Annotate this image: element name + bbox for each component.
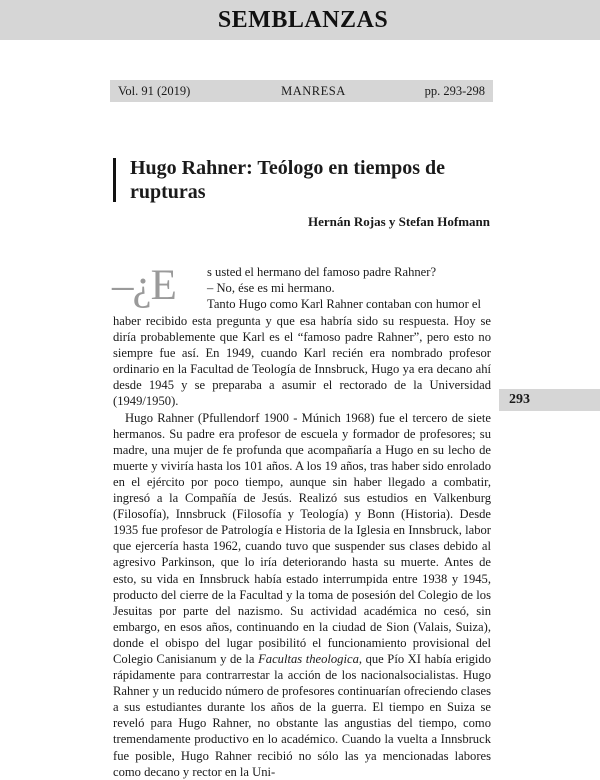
article-authors: Hernán Rojas y Stefan Hofmann (307, 214, 490, 229)
article-title: Hugo Rahner: Teólogo en tiempos de rupturas (130, 157, 446, 203)
paragraph-1: haber recibido esta pregunta y que esa habría sido su respuesta. Hoy se diría probablemente que Karl es el “famoso padre Rahner”, pero esto no siempre fue así. En 1949, cuando Karl recién era nombrado profesor ordinario en la Facultad de Teología de Innsbruck, Hugo ya era decano ahí desde 1945 y se preparaba a asumir el rectorado de la Universidad (1949/1950). (113, 314, 491, 409)
title-rule (113, 158, 116, 202)
page-number: 293 (509, 392, 530, 407)
lead-line-3: Tanto Hugo como Karl Rahner contaban con humor el (207, 297, 481, 312)
drop-cap: –¿E (112, 262, 176, 309)
journal-name: MANRESA (281, 83, 346, 98)
page-range: pp. 293-298 (424, 83, 485, 98)
section-title: SEMBLANZAS (217, 6, 389, 33)
page-number-tab (499, 389, 600, 411)
paragraph-2-part-b: , que Pío XI había erigido rápidamente para contrarrestar la acción de los nacionalsocialistas. Hugo Rahner y un reducido número de profesores continuarían ofreciendo clases a sus estudiantes durante los años de la guerra. El tiempo en Suiza se reveló para Hugo Rahner, no obstante las angustias del tiempo, como tremendamente productivo en lo académico. Cuando la vuelta a Innsbruck fue posible, Hugo Rahner recibió no sólo las ya mencionadas labores como decano y rector en la Uni- (113, 651, 491, 779)
running-header (110, 80, 493, 102)
paragraph-2-italic: Facultas theologica (258, 651, 359, 666)
lead-line-1: s usted el hermano del famoso padre Rahner? (207, 265, 437, 279)
lead-line-2: – No, ése es mi hermano. (207, 281, 335, 296)
lead-lines (207, 264, 490, 312)
paragraph-2-part-a: Hugo Rahner (Pfullendorf 1900 - Múnich 1968) fue el tercero de siete hermanos. Su padre era profesor de escuela y formador de profesores; su madre, una mujer de fe profunda que acompañaría a Hugo en su lecho de muerte y viviría hasta los 101 años. A los 19 años, tras haber sido enrolado en el ejército por poco tiempo, aunque sin haber llegado a combatir, ingresó a la Compañía de Jesús. Realizó sus estudios en Valkenburg (Filosofía), Innsbruck (Filosofía y Teología) y Bonn (Historia). Desde 1935 fue profesor de Patrología e Historia de la Iglesia en Innsbruck, labor que ejercería hasta 1962, cuando tuvo que suspender sus clases debido al agresivo Parkinson, que lo iría deteriorando hasta su muerte. Antes de esto, su vida en Innsbruck había estado interrumpida entre 1938 y 1945, producto del cierre de la Facultad y la toma de posesión del Colegio de los Jesuitas por parte del nazismo. Su actividad académica no cesó, sin embargo, en esos años, continuando en la ciudad de Sion (Valais, Suiza), donde el obispo del lugar posibilitó el funcionamiento provisional del Colegio Canisianum y de la (113, 410, 491, 666)
paragraph-2 (113, 410, 491, 780)
volume-label: Vol. 91 (2019) (118, 83, 191, 98)
article-body (113, 313, 491, 780)
section-band (0, 0, 600, 40)
